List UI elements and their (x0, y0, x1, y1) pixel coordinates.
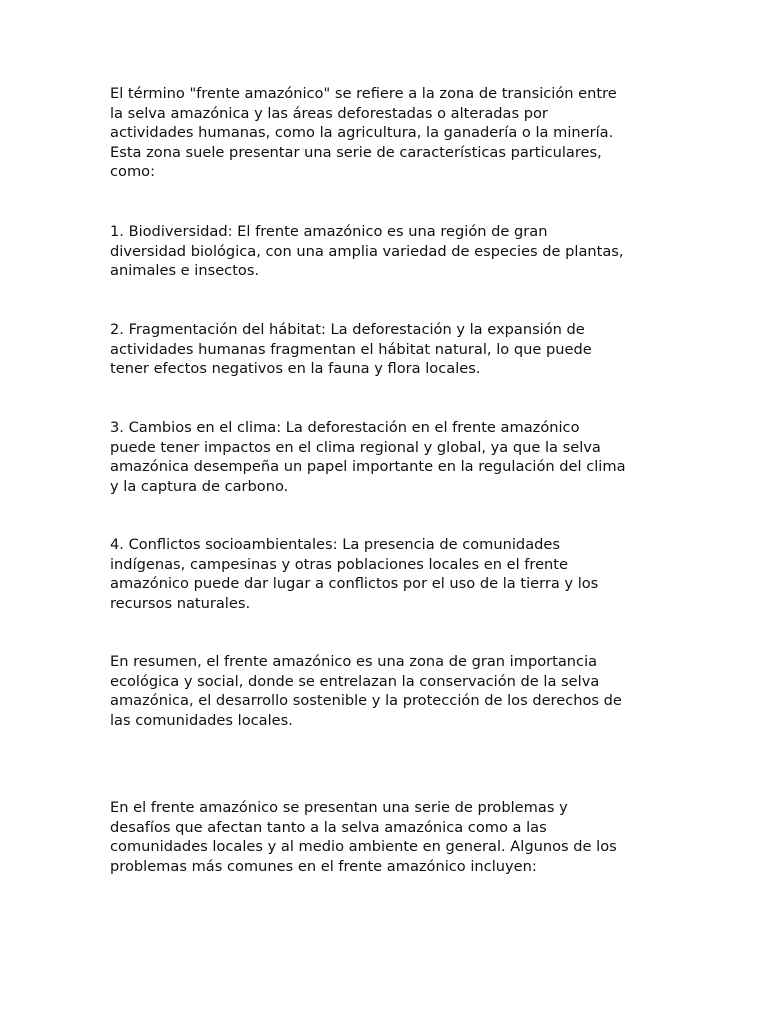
paragraph-climate-change: 3. Cambios en el clima: La deforestación en el frente amazónico puede tener impactos en el clima regional y global, ya que la selva amazónica desempeña un papel importante en la regulación del clima y la captura de carbono. (110, 419, 626, 495)
paragraph-habitat-fragmentation: 2. Fragmentación del hábitat: La deforestación y la expansión de actividades humanas fragmentan el hábitat natural, lo que puede tener efectos negativos en la fauna y flora locales. (110, 321, 592, 377)
paragraph-socioenvironmental-conflicts: 4. Conflictos socioambientales: La presencia de comunidades indígenas, campesinas y otras poblaciones locales en el frente amazónico puede dar lugar a conflictos por el uso de la tierra y los recursos naturales. (110, 536, 599, 612)
paragraph-summary: En resumen, el frente amazónico es una zona de gran importancia ecológica y social, donde se entrelazan la conservación de la selva amazónica, el desarrollo sostenible y la protección de los derechos de las comunidades locales. (110, 653, 622, 729)
paragraph-intro: El término "frente amazónico" se refiere a la zona de transición entre la selva amazónica y las áreas deforestadas o alteradas por actividades humanas, como la agricultura, la ganadería o la minería. Esta zona suele presentar una serie de características particulares, como: (110, 85, 617, 180)
paragraph-problems-intro: En el frente amazónico se presentan una serie de problemas y desafíos que afectan tanto a la selva amazónica como a las comunidades locales y al medio ambiente en general. Algunos de los problemas más comunes en el frente amazónico incluyen: (110, 799, 617, 875)
paragraph-biodiversity: 1. Biodiversidad: El frente amazónico es una región de gran diversidad biológica, con una amplia variedad de especies de plantas, animales e insectos. (110, 223, 624, 279)
